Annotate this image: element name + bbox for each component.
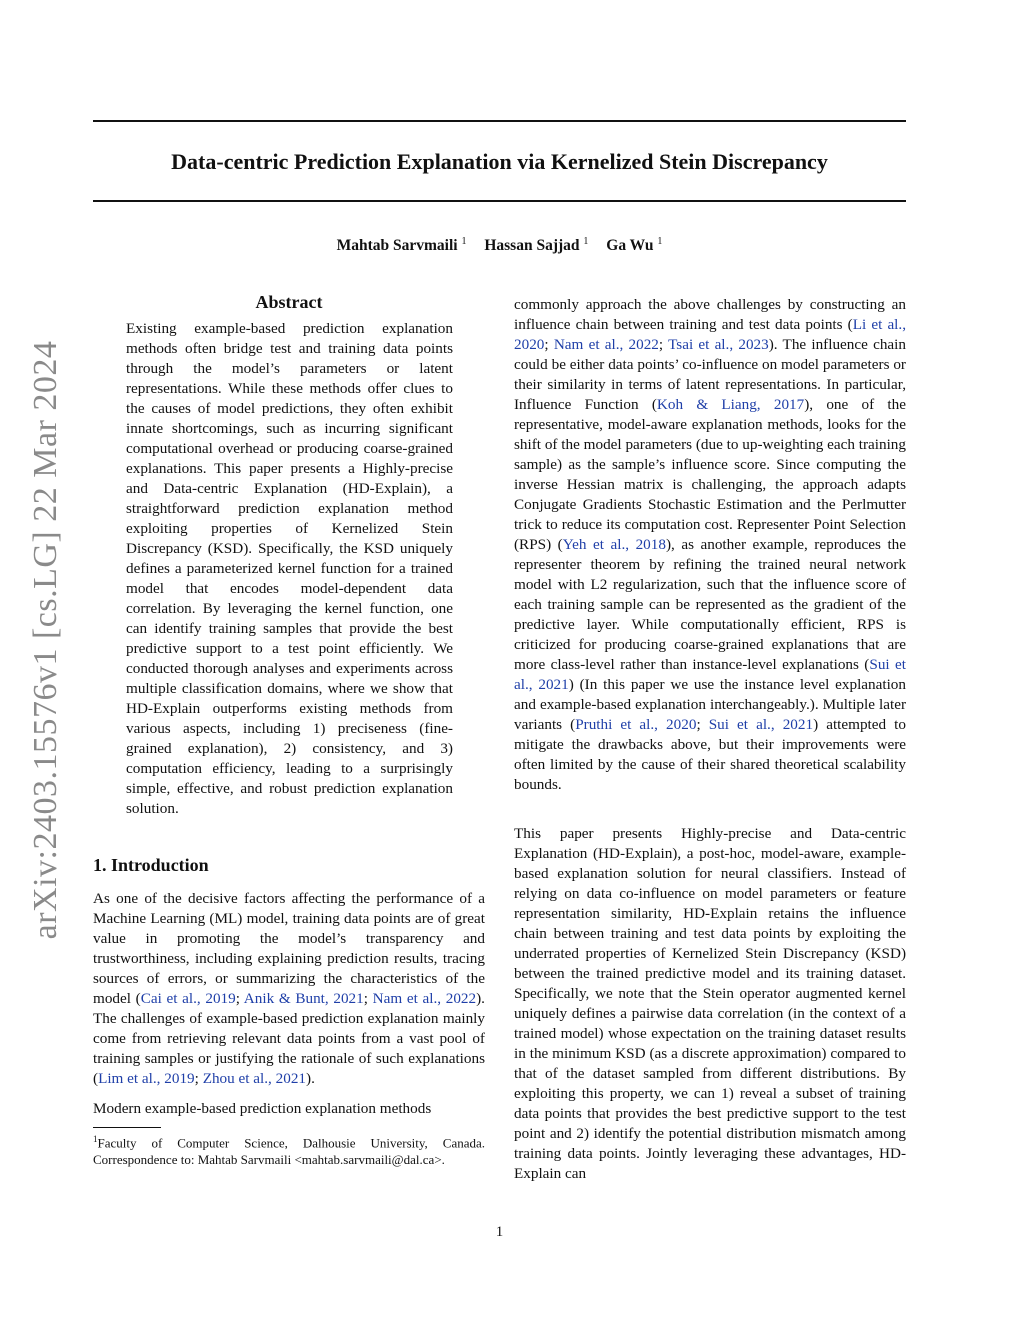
citation-link[interactable]: Li et al., 2020: [514, 316, 906, 353]
citation-link[interactable]: Anik & Bunt, 2021: [243, 990, 364, 1007]
affiliation-footnote: $^1$Faculty of Computer Science, Dalhousie University, Canada. Correspondence to: Mahtab Sarvmaili <mahtab.sarvmaili@dal.ca>.: [93, 1134, 485, 1168]
author-list: [93, 236, 906, 255]
introduction-paragraph-2: Modern example-based prediction explanation methods: [93, 1100, 432, 1117]
citation-link[interactable]: Sui et al., 2021: [514, 656, 906, 693]
introduction-heading: 1. Introduction: [93, 855, 209, 875]
title-rule-top: [93, 120, 906, 122]
citation-link[interactable]: Sui et al., 2021: [708, 716, 814, 733]
title-rule-bottom: [93, 200, 906, 202]
introduction-paragraph-1: As one of the decisive factors affecting the performance of a Machine Learning (ML) model, training data points are of great value in promoting the model’s transparency and trustworthiness, including explaining prediction results, tracing sources of errors, or summarizing the characteristics of the model (Cai et al., 2019; Anik & Bunt, 2021; Nam et al., 2022). The challenges of example-based prediction explanation mainly come from retrieving relevant data points from a vast pool of training samples or justifying the rationale of such explanations (Lim et al., 2019; Zhou et al., 2021).: [93, 890, 485, 1087]
footnote-divider: [93, 1127, 161, 1128]
paper-title: Data-centric Prediction Explanation via Kernelized Stein Discrepancy: [171, 149, 828, 174]
citation-link[interactable]: Yeh et al., 2018: [562, 536, 666, 553]
citation-link[interactable]: Zhou et al., 2021: [202, 1070, 307, 1087]
citation-link[interactable]: Lim et al., 2019: [98, 1070, 195, 1087]
citation-link[interactable]: Nam et al., 2022: [372, 990, 477, 1007]
citation-link[interactable]: Nam et al., 2022: [553, 336, 659, 353]
page-number: 1: [495, 1224, 504, 1240]
citation-link[interactable]: Tsai et al., 2023: [668, 336, 769, 353]
author-1: Mahtab Sarvmaili $^1$: [336, 236, 467, 255]
citation-link[interactable]: Pruthi et al., 2020: [575, 716, 697, 733]
abstract-heading: Abstract: [255, 292, 323, 312]
citation-link[interactable]: Cai et al., 2019: [140, 990, 236, 1007]
right-column-paragraph-1: commonly approach the above challenges by constructing an influence chain between training and test data points (Li et al., 2020; Nam et al., 2022; Tsai et al., 2023). The influence chain could be either data points’ co-influence on model parameters or their similarity in terms of latent representations. In particular, Influence Function (Koh & Liang, 2017), one of the representative, model-aware explanation methods, looks for the shift of the model parameters (due to up-weighting each training sample) as the sample’s influence score. Since computing the inverse Hessian matrix is challenging, the approach adapts Conjugate Gradients Stochastic Estimation and the Perlmutter trick to reduce its computation cost. Representer Point Selection (RPS) (Yeh et al., 2018), as another example, reproduces the representer theorem by refining the trained neural network model with L2 regularization, such that the influence score of each training sample can be represented as the gradient of the predictive layer. While computationally efficient, RPS is criticized for producing coarse-grained explanations that are more class-level rather than instance-level explanations (Sui et al., 2021) (In this paper we use the instance level explanation and example-based explanation interchangeably.). Multiple later variants (Pruthi et al., 2020; Sui et al., 2021) attempted to mitigate the drawbacks above, but their improvements were often limited by the cause of their shared theoretical scalability bounds.: [514, 296, 907, 793]
citation-link[interactable]: Koh & Liang, 2017: [656, 396, 805, 413]
right-column-paragraph-2: This paper presents Highly-precise and Data-centric Explanation (HD-Explain), a post-hoc, model-aware, example-based explanation solution for neural classifiers. Instead of relying on data co-influence on model parameters or feature representation similarity, HD-Explain retains the influence chain between training and test data points by exploiting the underrated properties of Kernelized Stein Discrepancy (KSD) between the trained predictive model and its training dataset. Specifically, we note that the Stein operator augmented kernel uniquely defines a pairwise data correlation (in the context of a trained model) whose expectation on the training dataset results in the minimum KSD (as a discrete approximation) compared to that of the dataset sampled from different distributions. By exploiting this property, we can 1) reveal a subset of training data points that provides the best predictive support to the test point and 2) identify the potential distribution mismatch among training data points. Jointly leveraging these advantages, HD-Explain can: [514, 825, 906, 1182]
abstract-text: Existing example-based prediction explanation methods often bridge test and training data points through the model’s parameters or latent representations. While these methods offer clues to the causes of model predictions, they often exhibit innate shortcomings, such as incurring significant computational overhead or producing coarse-grained explanations. This paper presents a Highly-precise and Data-centric Explanation (HD-Explain), a straightforward prediction explanation method exploiting properties of Kernelized Stein Discrepancy (KSD). Specifically, the KSD uniquely defines a parameterized kernel function for a trained model that encodes model-dependent data correlation. By leveraging the kernel function, one can identify training samples that provide the best predictive support to a test point efficiently. We conducted thorough analyses and experiments across multiple classification domains, where we show that HD-Explain outperforms existing methods from various aspects, including 1) preciseness (fine-grained explanation), 2) consistency, and 3) computation efficiency, leading to a surprisingly simple, effective, and robust prediction explanation solution.: [126, 320, 453, 817]
arxiv-identifier: arXiv:2403.15576v1 [cs.LG] 22 Mar 2024: [27, 340, 64, 940]
author-3: Ga Wu $^1$: [606, 236, 663, 255]
author-2: Hassan Sajjad $^1$: [484, 236, 589, 255]
